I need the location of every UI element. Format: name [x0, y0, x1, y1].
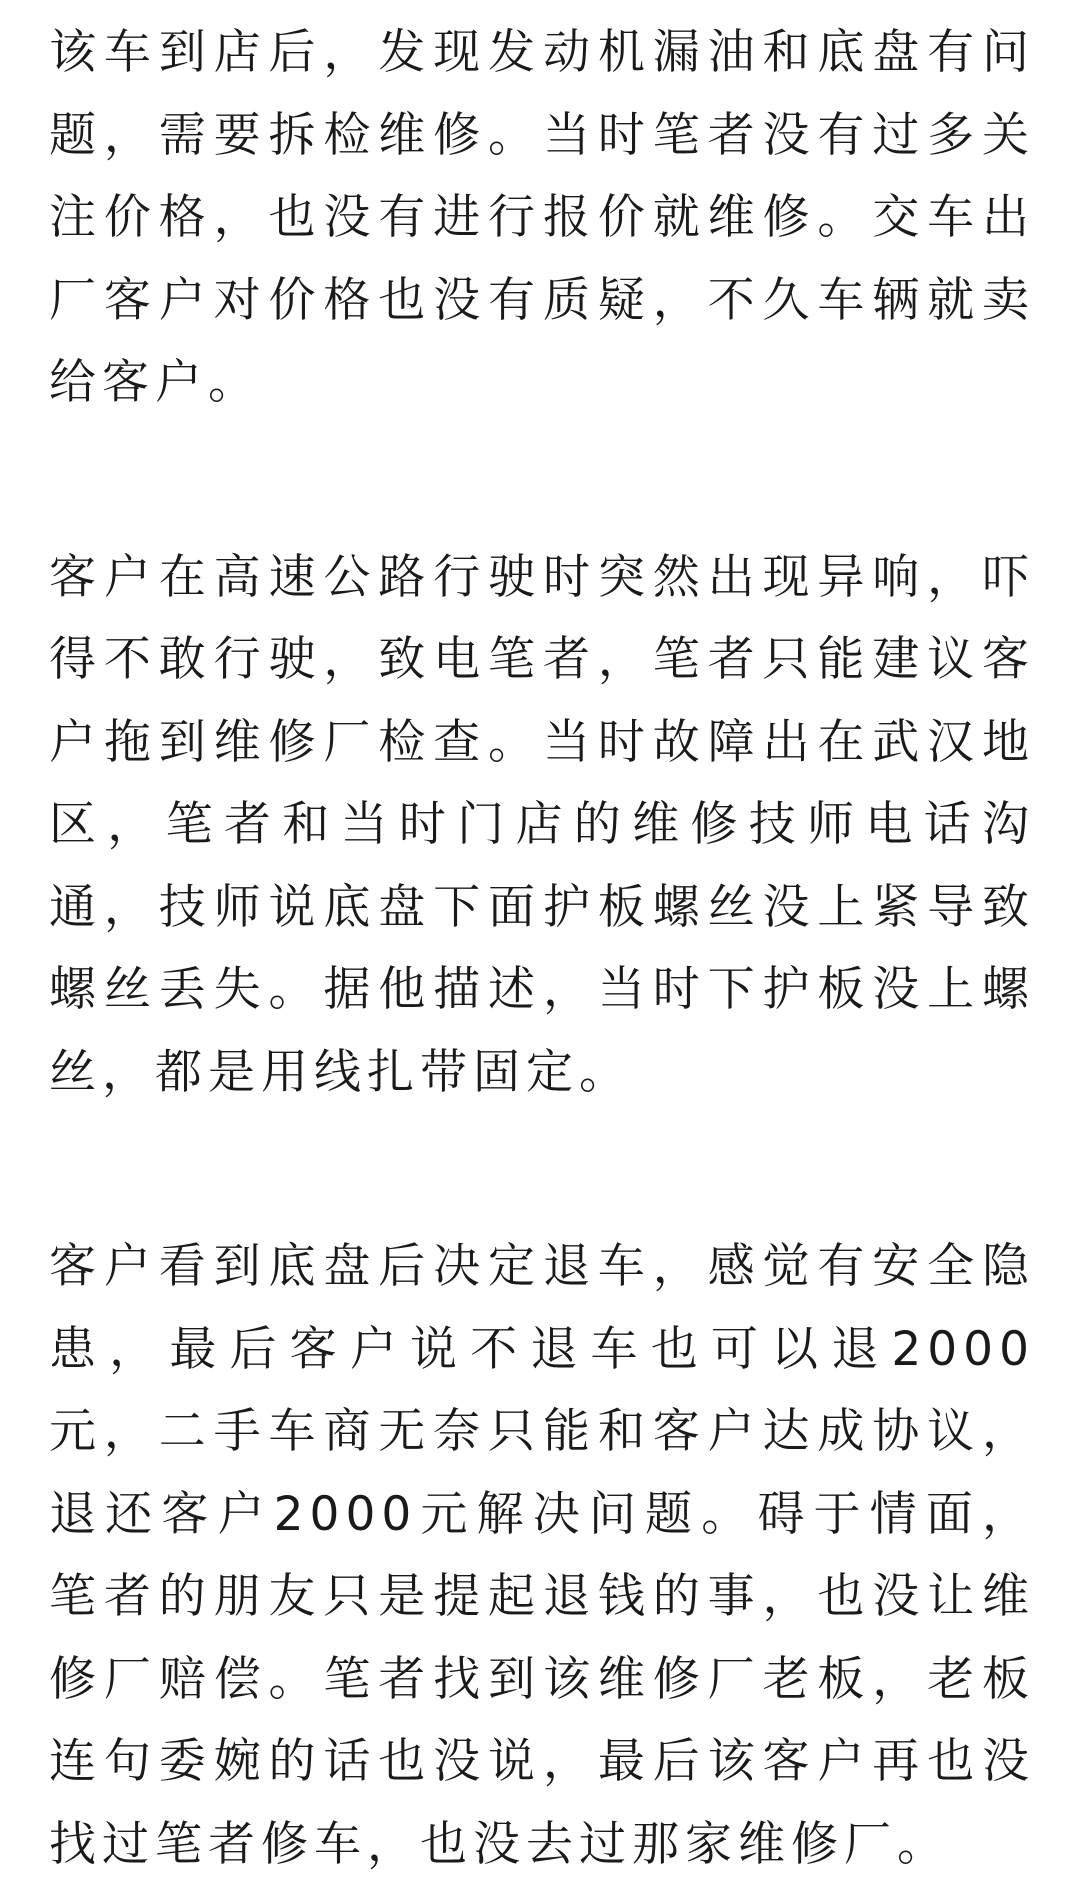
paragraph-2: 客户在高速公路行驶时突然出现异响，吓得不敢行驶，致电笔者，笔者只能建议客户拖到维修厂检查。当时故障出在武汉地区，笔者和当时门店的维修技师电话沟通，技师说底盘下面护板螺丝没上紧导致螺丝丢失。据他描述，当时下护板没上螺丝，都是用线扎带固定。	[49, 549, 1035, 1100]
paragraph-3: 客户看到底盘后决定退车，感觉有安全隐患，最后客户说不退车也可以退2000元，二手车商无奈只能和客户达成协议，退还客户2000元解决问题。碍于情面，笔者的朋友只是提起退钱的事，也没让维修厂赔偿。笔者找到该维修厂老板，老板连句委婉的话也没说，最后该客户再也没找过笔者修车，也没去过那家维修厂。	[49, 1239, 1035, 1872]
paragraph-1: 该车到店后，发现发动机漏油和底盘有问题，需要拆检维修。当时笔者没有过多关注价格，也没有进行报价就维修。交车出厂客户对价格也没有质疑，不久车辆就卖给客户。	[49, 25, 1035, 410]
